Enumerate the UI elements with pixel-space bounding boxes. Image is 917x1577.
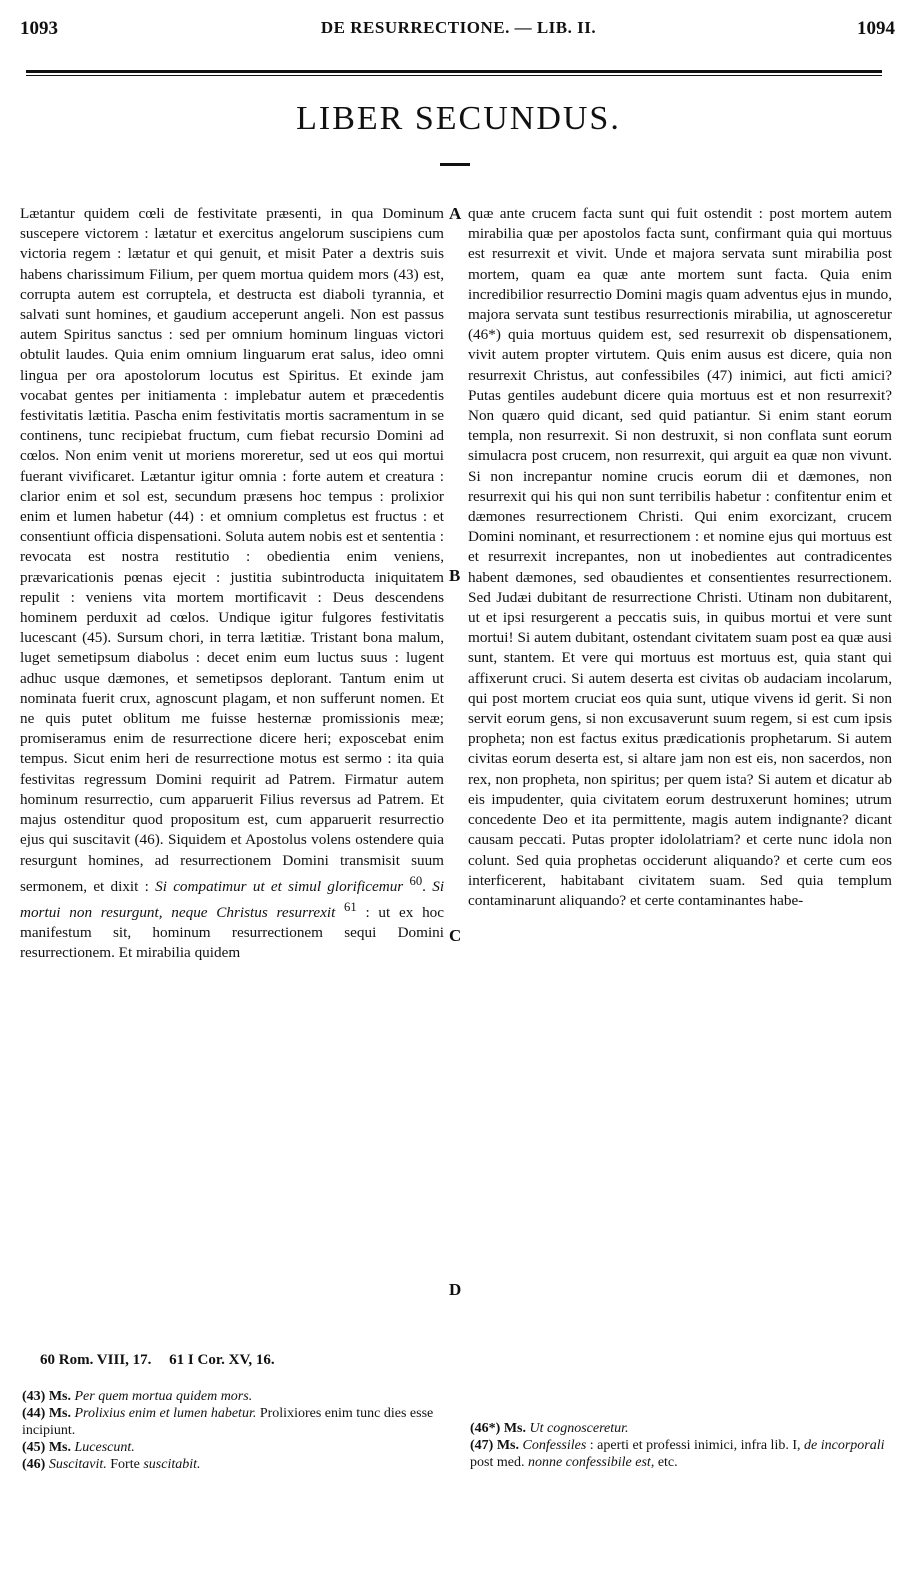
quote-connector: . (422, 877, 426, 895)
margin-marker-a: A (449, 204, 462, 223)
margin-marker-c: C (449, 926, 462, 945)
footnotes-right (470, 1420, 894, 1471)
scripture-ref-60: 60 Rom. VIII, 17. (40, 1352, 152, 1368)
book-title: LIBER SECUNDUS. (296, 100, 621, 137)
margin-marker-b: B (449, 566, 461, 585)
running-head: DE RESURRECTIONE. — LIB. II. (320, 18, 597, 37)
right-paragraph: quæ ante crucem facta sunt qui fuit ostendit : post mortem autem mirabilia quæ per apostolos facta sunt, confirmant quia qui mortuus est resurrexit et vivit. Unde et majora servata sunt mirabilia post mortem, quam ea quæ ante mortem sunt facta. Quia enim incredibilior resurrectio Domini magis quam adventus ejus in mundo, majora servata sunt testibus resurrectionis mirabilia, ut agnosceretur (46*) quia mortuus quidem est, sed resurrexit ob dispensationem, vivit autem propter virtutem. Quis enim ausus est dicere, quia non resurrexit Christus, aut confessibiles (47) inimici, aut ficti amici? Putas gentiles audebunt dicere quia mortuus est et non resurrexit? Non quæro quid dicant, sed quid patiantur. Si enim stant eorum templa, non resurrexit. Si non destruxit, si non conflata sunt eorum simulacra post crucem, non resurrexit, qui arguit ea quæ non vivunt. Si non increpantur nomine crucis eorum dii et dæmones, non resurrexit qui his qui non sunt terribilis habetur : confitentur enim et dæmones resurrectionem Christi. Qui enim exorcizant, crucem Domini nominant, et resurrectionem : et nomine ejus qui mortuus est et resurrexit increpantes, non ut inobedientes aut contradicentes habent dæmones, sed obaudientes et consentientes resurrectionem. Sed Judæi dubitant de resurrectione Christi. Utinam non dubitarent, ut et ipsi resurgerent a peccatis suis, in quibus mortui et vere sunt mortui! Si autem dubitant, ostendant civitatem suam post ea quæ ausi sunt, stantem. Et vere qui mortuus est mortuus est, quia stant qui affixerunt cruci. Si autem deserta est civitas ob audaciam incolarum, qui post mortem cruciat eos quia sunt, utique vivens id gerit. Si non servit eorum gens, si non excusaverunt suum regem, si est cum ipsis propheta; non est factus exitus prædicationis prophetarum. Si autem civitas eorum deserta est, si altare jam non est eis, non sacerdos, non rex, non propheta, non spiritus; per quem ista? Si autem et dicatur ab eis impudenter, quia civitatem eorum destruxerunt homines; utrum concedente Deo et ita permittente, magis autem indignante? dicant causam peccati. Putas propter idololatriam? et certe nunc idola non colunt. Sed quia prophetas occiderunt aliquando? et certe cum eos interficerent, habitabant civitatem suam. Sed quia templum contaminarunt aliquando? et certe contaminantes habe- (468, 205, 892, 909)
page-number-left: 1093 (20, 18, 58, 39)
footnote-47: (47) Ms. Confessiles : aperti et professi inimici, infra lib. I, de incorporali post med. nonne confessibile est, etc. (470, 1438, 885, 1470)
scripture-quote-2: Si mortui non resurgunt, neque Christus resurrexit (20, 877, 445, 922)
left-column (20, 204, 444, 964)
header-rule (26, 70, 882, 73)
left-text: Lætantur quidem cœli de festivitate præsenti, in qua Dominum suscepere victorem : lætatur et exercitus angelorum suscipiens cum victoria regem : lætatur et qui genuit, et misit Pater a dextris suis habens charissimum Filium, per quem mortua quidem mors (43) est, corrupta autem est corruptela, et destructa est diaboli tyrannia, et salvati sunt homines, et gaudium acceperunt angeli. Non est passus autem Spiritus sanctus : sed per omnium hominum linguas victori obtulit laudes. Quia enim omnium linguarum erat salus, ideo omni lingua per ora apostolorum locutus est Spiritus. Et exinde jam vocabat gentes per initiamenta : implebatur autem et præcedentis festivitatis lætitia. Pascha enim festivitatis mortis sacramentum in se continens, tunc recipiebat fructum, cum fiebat recursio Domini ad cœlos. Non enim venit ut moriens moreretur, sed ut eos qui mortui fuerant vivificaret. Lætantur igitur omnia : forte autem et creatura : clarior enim et sol est, secundum præsens hoc tempus : prolixior enim et lumen habetur (44) : et omnium completus est fructus : et consentiunt officia dispensationi. Soluta autem nobis est et sententia : revocata est nostra restitutio : obedientia enim veniens, prævaricationis pœnas ejecit : justitia subintroducta iniquitatem repulit : veniens vita mortem mortificavit : Deus descendens hominem perduxit ad cœlos. Undique igitur fulgores festivitatis lucescant (45). Sursum chori, in terra lætitiæ. Tristant bona malum, luget semetipsum diabolus : decet enim eum luctus suus : lugent adhuc usque dæmones, et semetipsos deplorant. Tantum enim ut nominata fuerit crux, agnoscunt plagam, et non sufferunt nomen. Et ne quis putet oblitum me fuisse hesternæ promissionis meæ; promiseramus enim de resurrectione dicere heri; exposcebat enim tempus. Sicut enim heri de resurrectione motus est sermo : ita quia festivitas regressum Domini requirit ad Patrem. Firmatur autem hominum resurrectio, cum apparuerit Filius reversus ad Patrem. Et majus ostenditur quod propositum est, cum apparuerit resurrectio ejus qui suscitavit (46). Siquidem et Apostolus volens ostendere quia resurgunt homines, ad resurrectionem Domini transmisit suum sermonem, et dixit : (20, 205, 444, 895)
ref-marker-60: 60 (409, 873, 423, 888)
left-paragraph (20, 204, 444, 964)
right-column (468, 204, 892, 911)
left-text-end: : ut ex hoc manifestum sit, hominum resurrectionem sequi Domini resurrectionem. Et mirabilia quidem (20, 904, 444, 962)
scripture-quote-1: Si compatimur ut et simul glorificemur (155, 877, 404, 895)
footnote-46-star: (46*) Ms. Ut cognosceretur. (470, 1421, 629, 1436)
ref-marker-61: 61 (344, 899, 357, 914)
footnote-44: (44) Ms. Prolixius enim et lumen habetur. Prolixiores enim tunc dies esse incipiunt. (22, 1406, 434, 1438)
margin-marker-d: D (449, 1280, 462, 1299)
header-rule-thin (26, 75, 882, 76)
page-number-right: 1094 (857, 18, 895, 39)
footnote-43: (43) Ms. Per quem mortua quidem mors. (22, 1389, 253, 1404)
footnotes-left (22, 1388, 442, 1473)
page-header (0, 18, 917, 48)
title-dash (440, 163, 470, 166)
scripture-ref-61: 61 I Cor. XV, 16. (169, 1352, 275, 1368)
scripture-references (40, 1352, 289, 1369)
footnote-46: (46) Suscitavit. Forte suscitabit. (22, 1457, 201, 1472)
footnote-45: (45) Ms. Lucescunt. (22, 1440, 135, 1455)
